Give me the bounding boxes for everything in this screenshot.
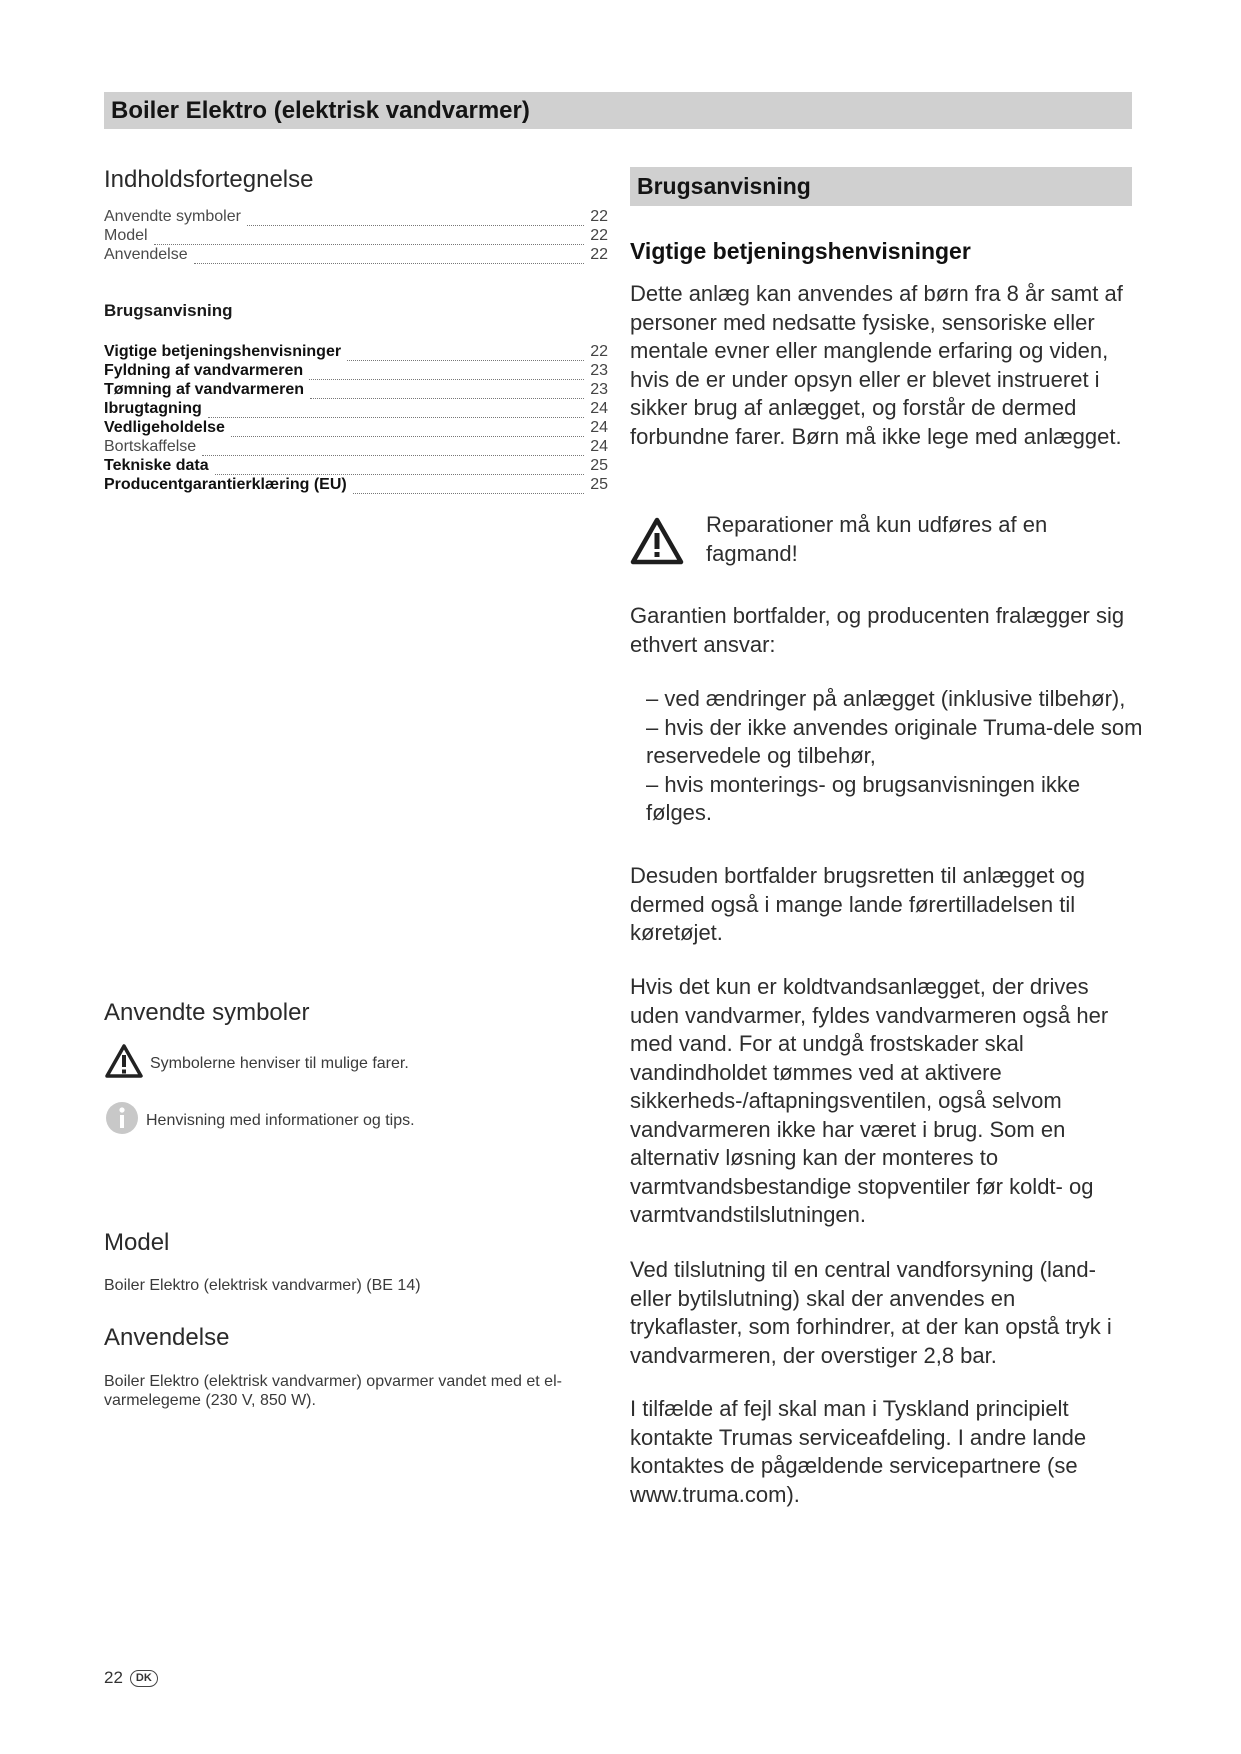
instructions-bar	[630, 167, 1132, 206]
list-item: – hvis der ikke anvendes originale Truma-dele som reservedele og tilbehør,	[646, 714, 1143, 768]
toc-entry-page: 23	[590, 362, 608, 379]
toc-heading: Indholdsfortegnelse	[104, 166, 314, 193]
page-number: 22	[104, 1668, 123, 1687]
toc-entry-page: 22	[590, 227, 608, 244]
toc-entry[interactable]	[104, 207, 608, 226]
list-item: – hvis monterings- og brugsanvisningen ikke følges.	[646, 771, 1081, 825]
toc-entry-label: Fyldning af vandvarmeren	[104, 362, 304, 379]
model-text: Boiler Elektro (elektrisk vandvarmer) (BE 14)	[104, 1277, 421, 1294]
toc-entry-label: Vigtige betjeningshenvisninger	[104, 343, 342, 360]
toc-entry-label: Producentgarantierklæring (EU)	[104, 476, 347, 493]
toc-entry[interactable]	[104, 418, 608, 437]
instructions-bar-title: Brugsanvisning	[637, 173, 811, 199]
toc-entry-label: Tekniske data	[104, 457, 209, 474]
model-heading: Model	[104, 1229, 170, 1256]
left-column	[104, 165, 608, 1725]
page-footer	[104, 1668, 158, 1688]
symbol-info-text: Henvisning med informationer og tips.	[146, 1111, 415, 1129]
symbol-warning-row	[104, 1043, 409, 1084]
paragraph: Garantien bortfalder, og producenten fralægger sig ethvert ansvar:	[630, 603, 1125, 657]
symbol-info-row	[104, 1100, 415, 1141]
liability-list	[646, 685, 1186, 828]
toc-entry[interactable]	[104, 475, 608, 494]
toc-entry-label: Model	[104, 227, 148, 244]
toc-entry-label: Tømning af vandvarmeren	[104, 381, 305, 398]
toc-entry[interactable]	[104, 399, 608, 418]
toc-entry-label: Bortskaffelse	[104, 438, 197, 455]
page-header-title: Boiler Elektro (elektrisk vandvarmer)	[111, 97, 530, 124]
warning-notice-text: Reparationer må kun udføres af en fagmand!	[706, 512, 1048, 566]
toc-entry-label: Anvendte symboler	[104, 208, 241, 225]
toc-entry-page: 25	[590, 476, 608, 493]
toc-entry-page: 24	[590, 438, 608, 455]
paragraph: Hvis det kun er koldtvandsanlægget, der drives uden vandvarmer, fyldes vandvarmeren også her med vand. For at undgå frostskader skal vandindholdet tømmes ved at aktivere sikkerheds-/aftapningsventilen, også selvom vandvarmeren ikke har været i brug. Som en alternativ løsning kan der monteres to varmtvandsbestandige stopventiler før koldt- og varmtvandstilslutningen.	[630, 974, 1109, 1227]
warning-triangle-icon	[104, 1043, 144, 1084]
info-icon	[104, 1100, 140, 1141]
symbols-heading: Anvendte symboler	[104, 999, 310, 1026]
toc-subheading: Brugsanvisning	[104, 301, 233, 320]
list-item: – ved ændringer på anlægget (inklusive tilbehør),	[646, 686, 1126, 711]
toc-entry-page: 23	[590, 381, 608, 398]
toc-entry-page: 22	[590, 343, 608, 360]
toc-entry-label: Anvendelse	[104, 246, 188, 263]
symbol-warning-text: Symbolerne henviser til mulige farer.	[150, 1054, 409, 1072]
paragraph: Dette anlæg kan anvendes af børn fra 8 år samt af personer med nedsatte fysiske, sensoriske eller mentale evner eller manglende erfaring og viden, hvis de er under opsyn eller er blevet instrueret i sikker brug af anlægget, og forstår de dermed forbundne farer. Børn må ikke lege med anlægget.	[630, 281, 1123, 449]
toc-entry-label: Ibrugtagning	[104, 400, 202, 417]
toc-entry-page: 22	[590, 246, 608, 263]
toc-entry-page: 25	[590, 457, 608, 474]
paragraph: Desuden bortfalder brugsretten til anlægget og dermed også i mange lande førertilladelsen til køretøjet.	[630, 863, 1085, 945]
warning-notice	[630, 511, 1132, 570]
toc-entry-page: 24	[590, 419, 608, 436]
toc-entry[interactable]	[104, 456, 608, 475]
toc-entry[interactable]	[104, 342, 608, 361]
toc-entry[interactable]	[104, 437, 608, 456]
section-title: Vigtige betjeningshenvisninger	[630, 238, 971, 264]
toc-entry[interactable]	[104, 380, 608, 399]
country-badge: DK	[130, 1670, 158, 1687]
warning-triangle-icon	[630, 517, 684, 570]
toc-entry-page: 24	[590, 400, 608, 417]
toc-entry-label: Vedligeholdelse	[104, 419, 225, 436]
toc-entry[interactable]	[104, 361, 608, 380]
toc-entry[interactable]	[104, 226, 608, 245]
usage-heading: Anvendelse	[104, 1324, 230, 1351]
usage-text: Boiler Elektro (elektrisk vandvarmer) opvarmer vandet med et el-varmelegeme (230 V, 850 W).	[104, 1373, 562, 1409]
toc-entry-page: 22	[590, 208, 608, 225]
paragraph: Ved tilslutning til en central vandforsyning (land- eller bytilslutning) skal der anvendes en trykaflaster, som forhindrer, at der kan opstå tryk i vandvarmeren, der overstiger 2,8 bar.	[630, 1257, 1112, 1368]
page-header-bar	[104, 92, 1132, 129]
paragraph: I tilfælde af fejl skal man i Tyskland principielt kontakte Trumas serviceafdeling. I andre lande kontaktes de pågældende servicepartnere (se www.truma.com).	[630, 1396, 1087, 1507]
toc-entry[interactable]	[104, 245, 608, 264]
